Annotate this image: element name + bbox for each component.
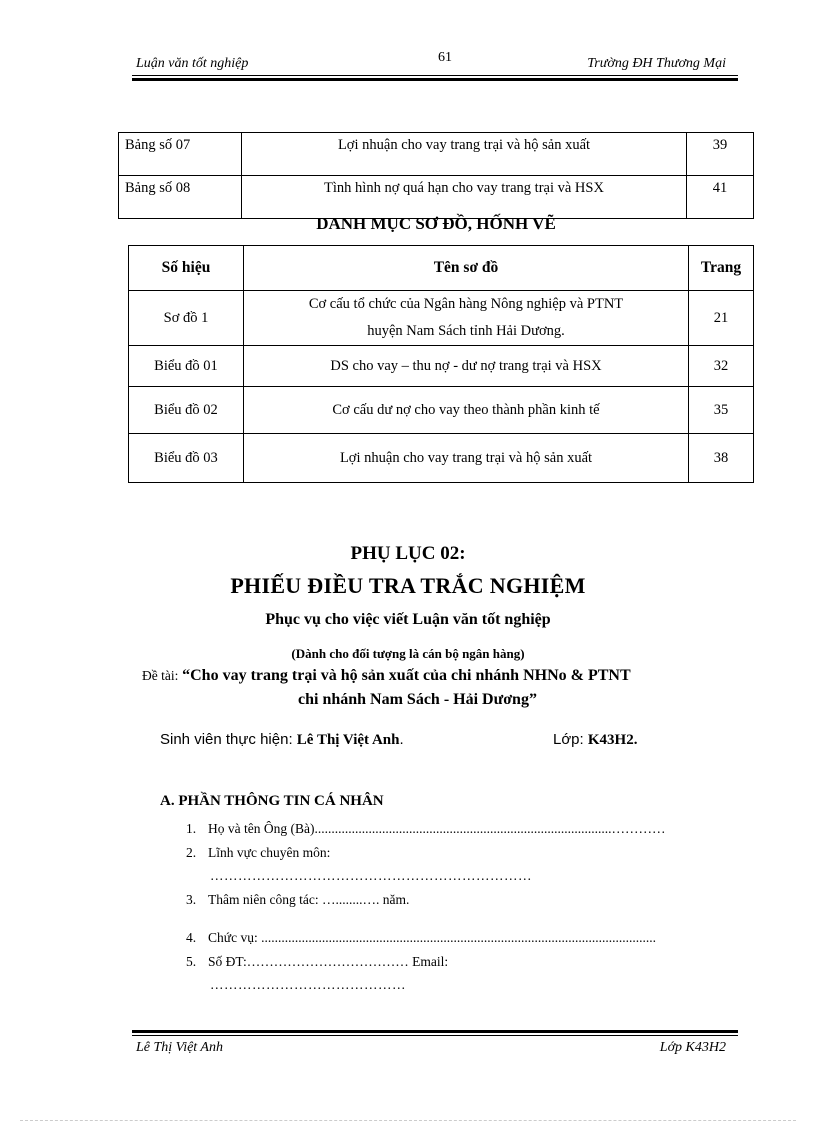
table-header-row (129, 246, 754, 291)
row-page: 41 (687, 176, 754, 219)
fill-line: …………………………………… (210, 977, 406, 992)
topic-line1: “Cho vay trang trại và hộ sản xuất của chi nhánh NHNo & PTNT (182, 667, 631, 684)
row-label: Bảng số 07 (119, 133, 242, 176)
item-number: 5. (186, 954, 197, 969)
row-label: Biểu đồ 03 (129, 434, 244, 483)
tables-list (118, 132, 754, 219)
topic-block (142, 664, 762, 712)
form-item (186, 892, 409, 908)
fill-line: …………………………………………………………… (210, 868, 532, 883)
header-ten-so-do: Tên sơ đồ (244, 246, 689, 291)
header-rule-thick (132, 78, 738, 81)
row-page: 21 (689, 291, 754, 346)
topic-line2: chi nhánh Nam Sách - Hải Dương” (298, 691, 537, 708)
row-title (244, 291, 689, 346)
table-row (119, 176, 754, 219)
item-text: Lĩnh vực chuyên môn: (208, 845, 331, 860)
student-info (160, 731, 404, 749)
row-title: Lợi nhuận cho vay trang trại và hộ sản xuất (244, 434, 689, 483)
row-label: Biểu đồ 01 (129, 346, 244, 387)
row-title-line1: Cơ cấu tổ chức của Ngân hàng Nông nghiệp và PTNT (308, 296, 624, 312)
table-row (119, 133, 754, 176)
footer-rule-thin (132, 1035, 738, 1036)
item-number: 3. (186, 892, 197, 907)
student-suffix: . (399, 731, 404, 748)
header-trang: Trang (689, 246, 754, 291)
diagram-list-table (128, 245, 754, 483)
item-text: Thâm niên công tác: …........…. năm. (208, 892, 410, 907)
page-number: 61 (438, 50, 452, 65)
class-label: Lớp: (553, 731, 584, 748)
table-row (129, 387, 754, 434)
row-label: Sơ đồ 1 (129, 291, 244, 346)
row-page: 32 (689, 346, 754, 387)
item-number: 1. (186, 821, 197, 836)
appendix-title: PHIẾU ĐIỀU TRA TRẮC NGHIỆM (230, 573, 586, 598)
class-info (553, 731, 637, 749)
header-right: Trường ĐH Thương Mại (587, 56, 726, 71)
item-number: 4. (186, 930, 197, 945)
diagram-list-title: DANH MỤC SƠ ĐỒ, HỐNH VẼ (316, 214, 556, 233)
row-page: 38 (689, 434, 754, 483)
item-text: Số ĐT:……………………………… Email: (208, 954, 449, 969)
form-item (186, 954, 448, 970)
appendix-audience: (Dành cho đối tượng là cán bộ ngân hàng) (291, 646, 525, 661)
header-so-hieu: Số hiệu (129, 246, 244, 291)
item-text: Chức vụ: ..................................................................................................................... (208, 930, 656, 945)
appendix-heading: PHỤ LỤC 02: (350, 543, 466, 564)
row-label: Biểu đồ 02 (129, 387, 244, 434)
table-row (129, 434, 754, 483)
header-rule-thin (132, 75, 738, 76)
form-item (186, 821, 665, 837)
appendix-subtitle: Phục vụ cho việc viết Luận văn tốt nghiệp (265, 611, 551, 628)
row-title-line2: huyện Nam Sách tỉnh Hải Dương. (367, 323, 565, 339)
footer-left: Lê Thị Việt Anh (136, 1040, 223, 1055)
table-row (129, 291, 754, 346)
row-title: Lợi nhuận cho vay trang trại và hộ sản xuất (242, 133, 687, 176)
item-number: 2. (186, 845, 197, 860)
footer-right: Lớp K43H2 (659, 1040, 726, 1055)
row-title: Tình hình nợ quá hạn cho vay trang trại và HSX (242, 176, 687, 219)
header-left: Luận văn tốt nghiệp (136, 56, 249, 71)
class-value: K43H2. (587, 732, 638, 748)
row-page: 39 (687, 133, 754, 176)
row-title: Cơ cấu dư nợ cho vay theo thành phần kinh tế (244, 387, 689, 434)
item-text: Họ và tên Ông (Bà)........................................................................................………… (208, 821, 666, 836)
row-label: Bảng số 08 (119, 176, 242, 219)
topic-label: Đề tài: (142, 668, 179, 683)
section-a-title: A. PHẦN THÔNG TIN CÁ NHÂN (160, 793, 384, 809)
page-edge (20, 1120, 796, 1121)
row-page: 35 (689, 387, 754, 434)
form-item (186, 930, 656, 946)
row-title: DS cho vay – thu nợ - dư nợ trang trại và HSX (244, 346, 689, 387)
table-row (129, 346, 754, 387)
footer-rule-thick (132, 1030, 738, 1033)
student-label: Sinh viên thực hiện: (160, 731, 293, 748)
form-item (186, 845, 330, 861)
student-name: Lê Thị Việt Anh (296, 732, 400, 748)
